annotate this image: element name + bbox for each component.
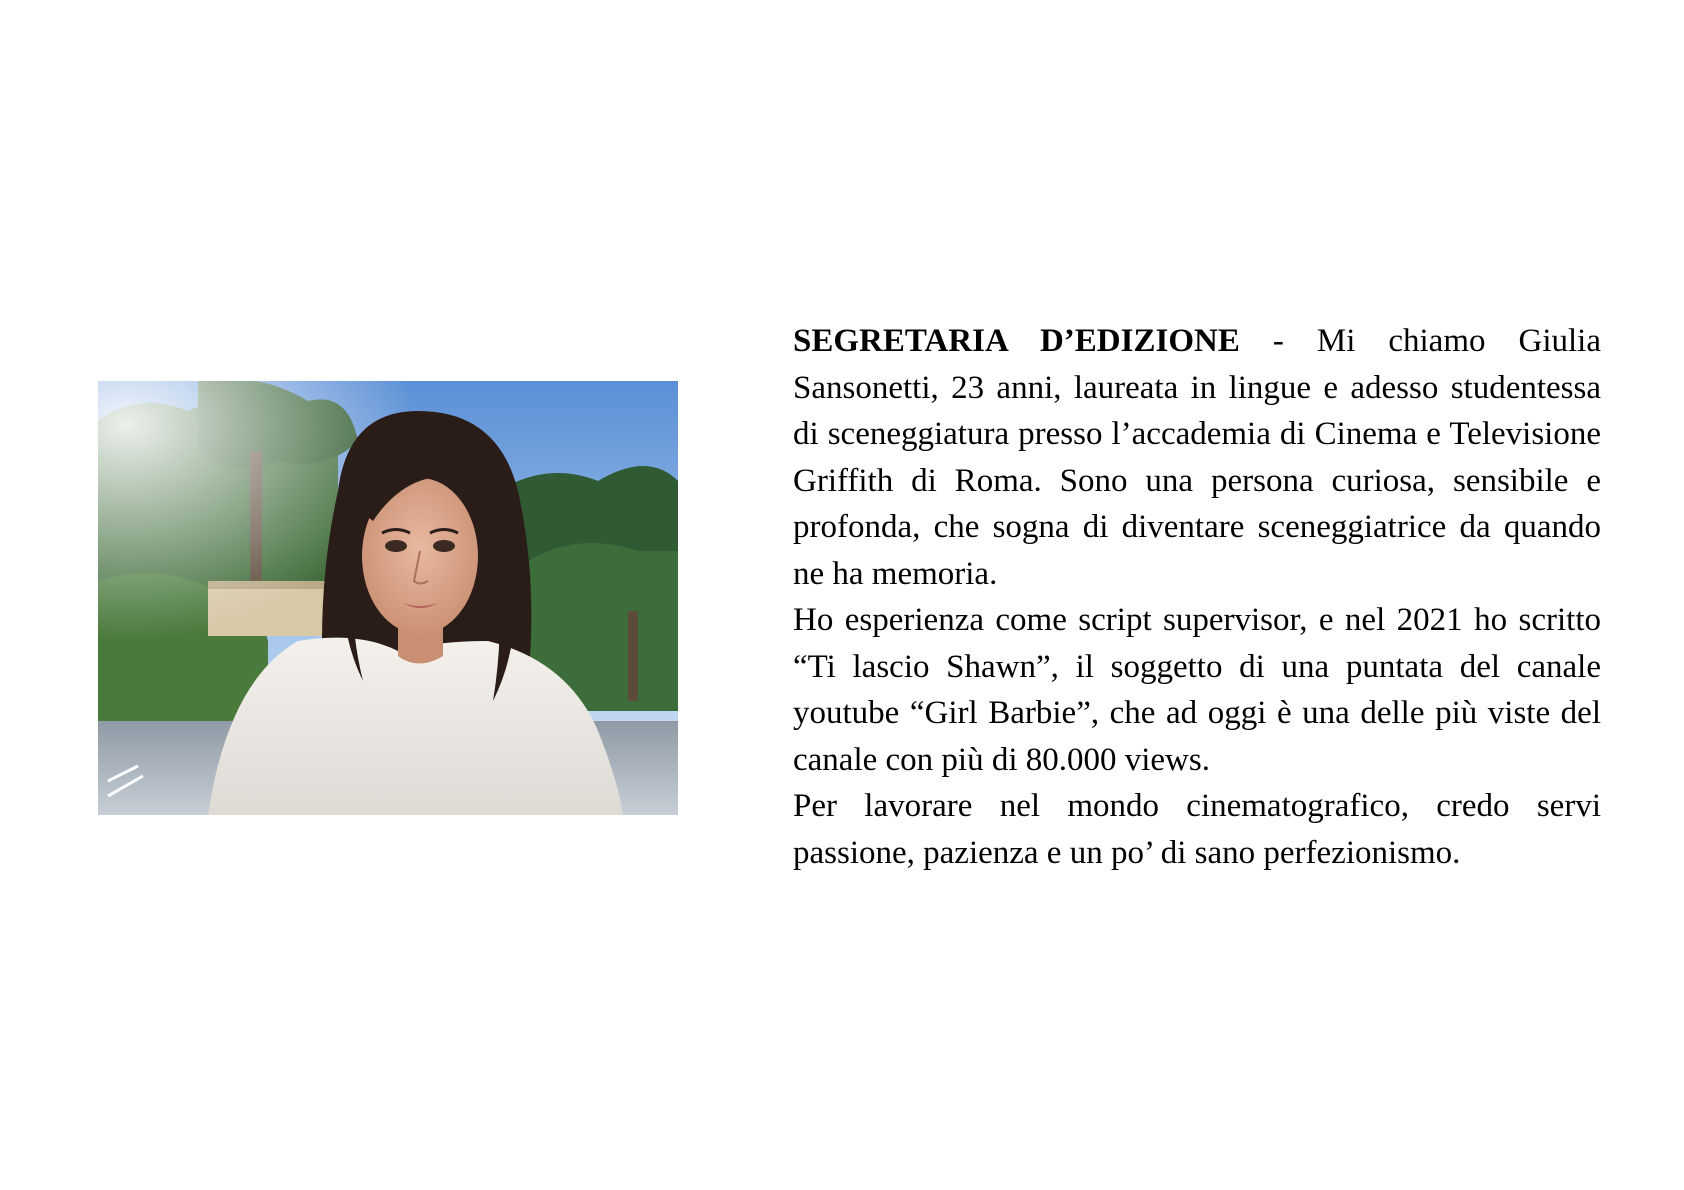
bio-paragraph-3: Per lavorare nel mondo cinematografico, credo servi passione, pazienza e un po’ di sano perfezionismo. [793,788,1601,871]
bio-intro: - Mi chiamo Giulia Sansonetti, 23 anni, laureata in lingue e adesso studentessa di sceneggiatura presso l’accademia di Cinema e Televisione Griffith di Roma. Sono una persona curiosa, sensibile e profonda, che sogna di diventare sceneggiatrice da quando ne ha memoria. [793,323,1601,592]
bio-paragraph-2: Ho esperienza come script supervisor, e nel 2021 ho scritto “Ti lascio Shawn”, il soggetto di una puntata del canale youtube “Girl Barbie”, che ad oggi è una delle più viste del canale con più di 80.000 views. [793,602,1601,778]
portrait-photo [98,381,678,815]
role-title: SEGRETARIA D’EDIZIONE [793,323,1240,359]
bio-text [793,318,1601,876]
portrait-illustration [98,381,678,815]
bio-paragraph-1 [793,318,1601,597]
